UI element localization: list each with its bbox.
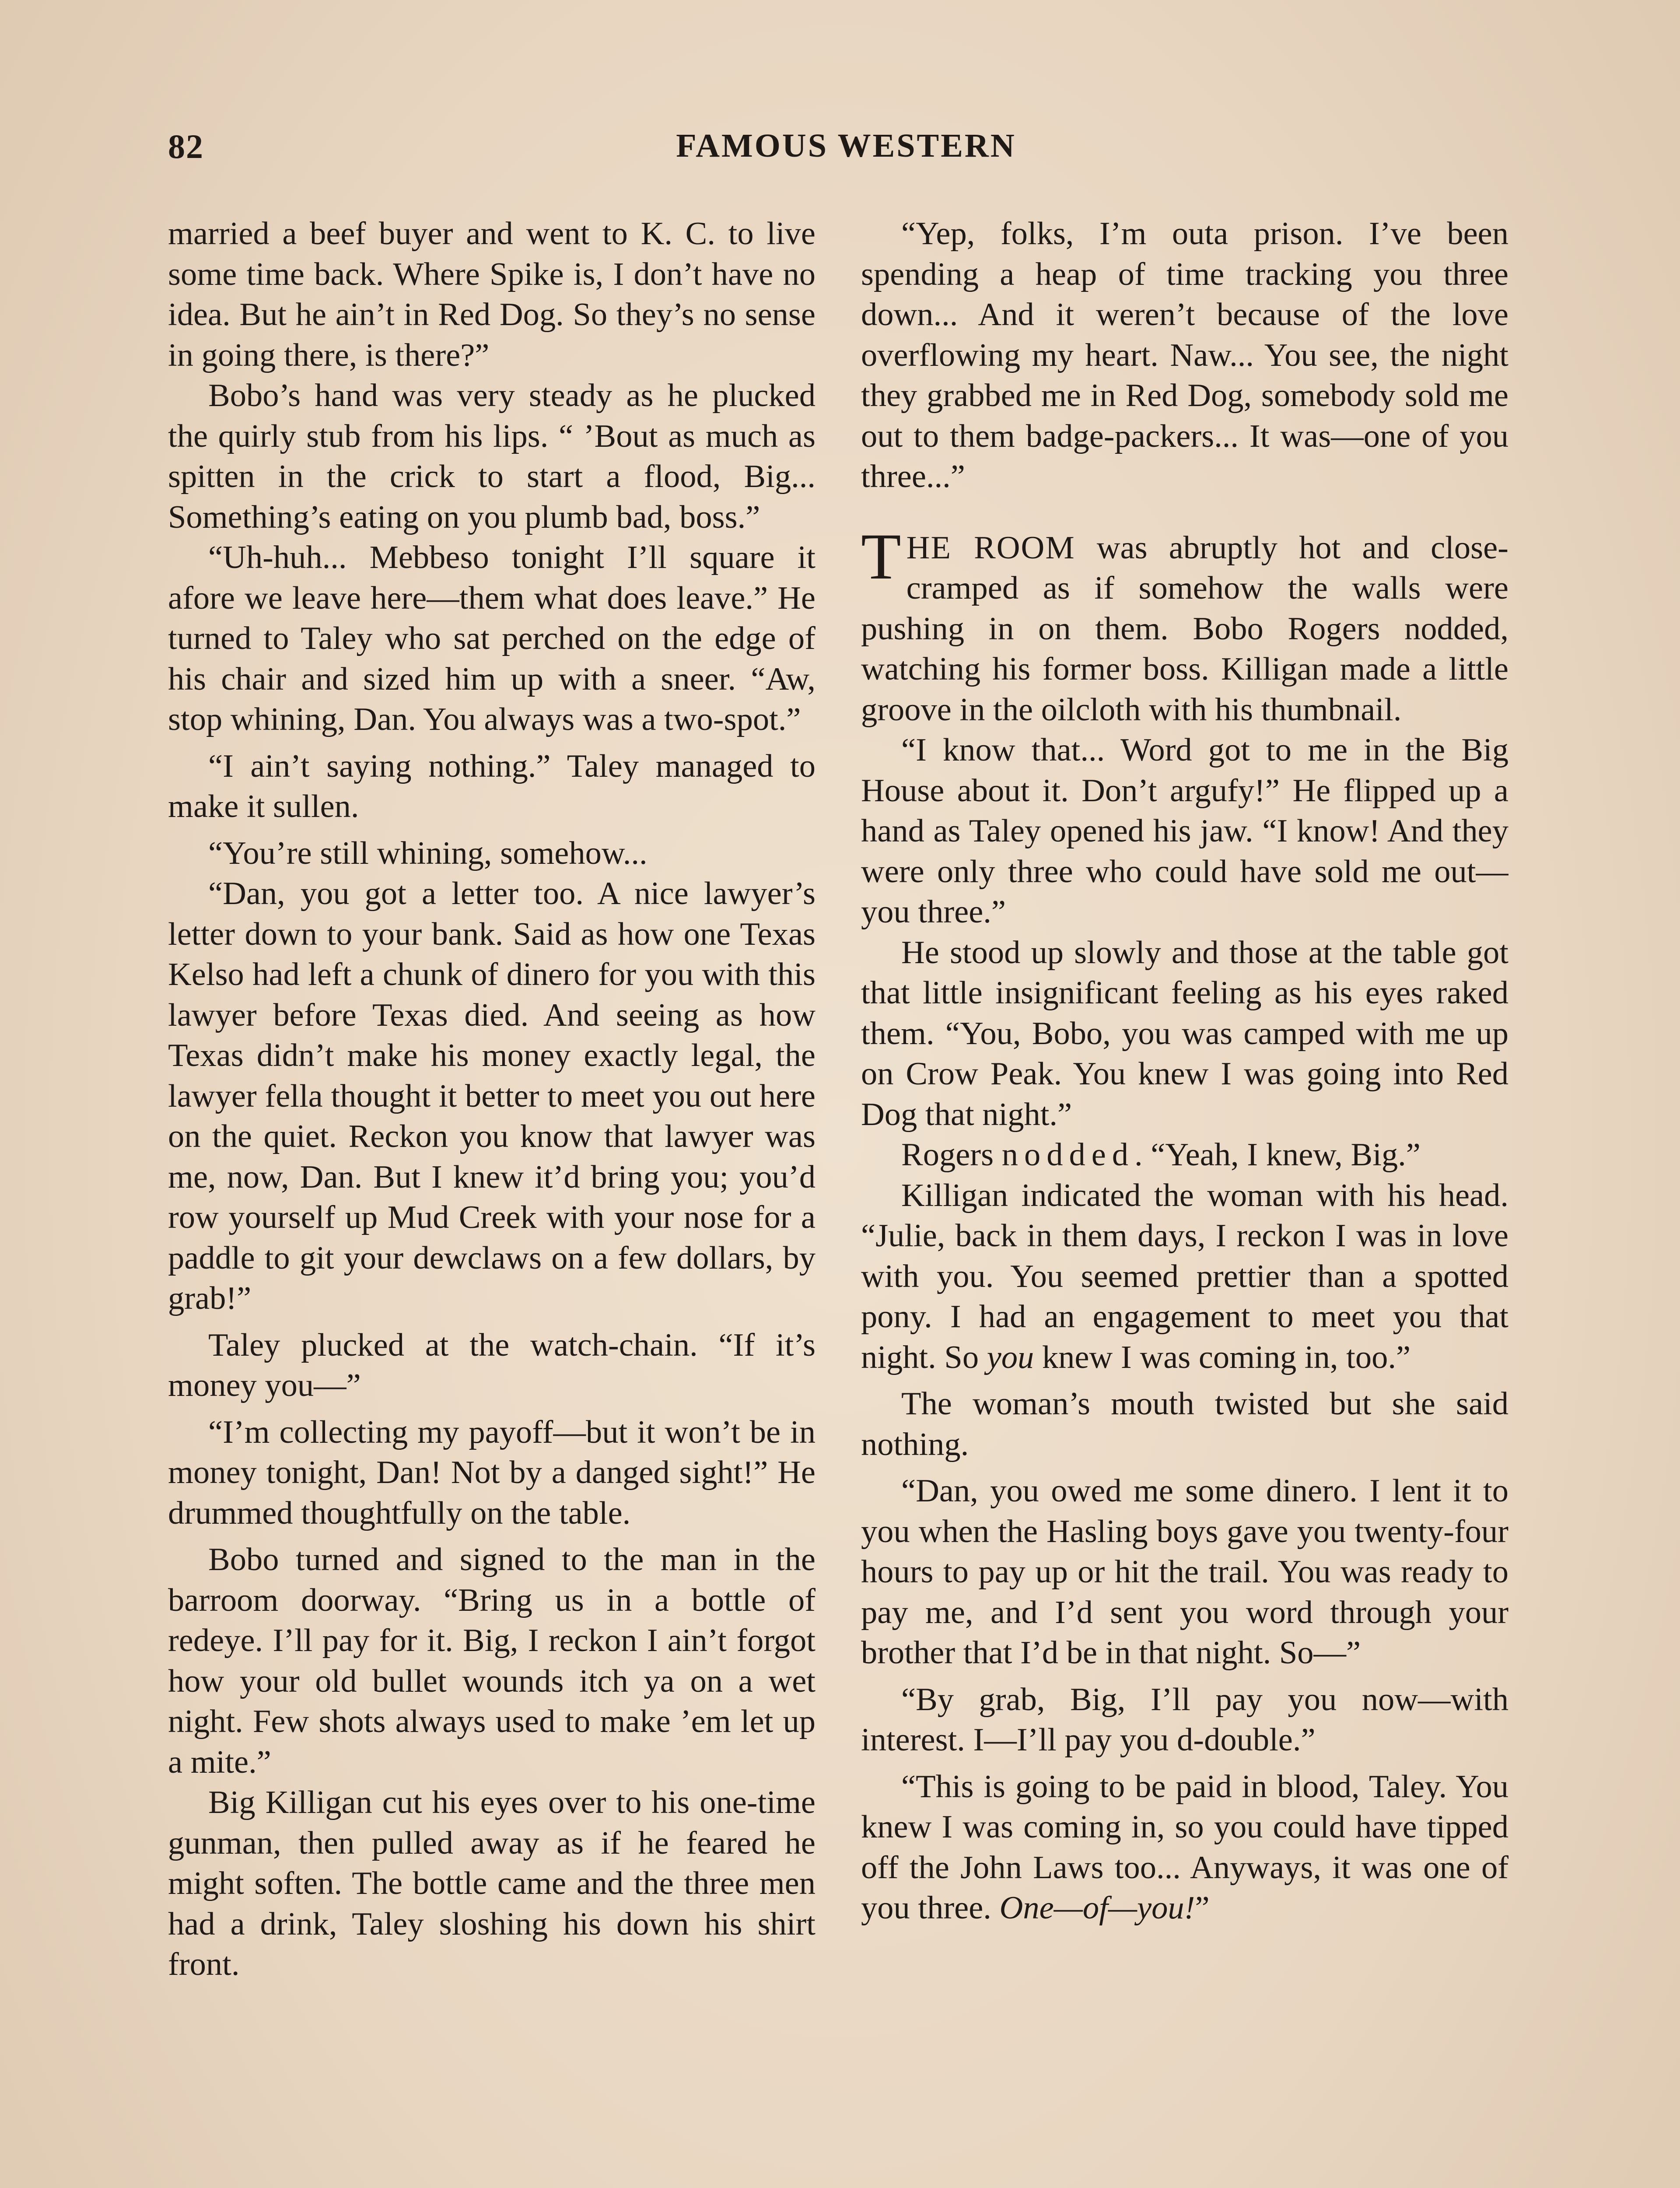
emphasis: One—of—you!: [999, 1890, 1195, 1926]
paragraph: Bobo turned and signed to the man in the barroom doorway. “Bring us in a bottle of redeye. I’ll pay for it. Big, I reckon I ain’t forgot how your old bullet wounds itch ya on a wet night. Few shots always used to make ’em let up a mite.”: [168, 1542, 816, 1780]
paragraph: “I ain’t saying nothing.” Taley managed to make it sullen.: [168, 748, 816, 824]
spaced-word: nodded: [1001, 1137, 1135, 1173]
paragraph-text: knew I was coming in, too.”: [1034, 1339, 1411, 1375]
running-title: FAMOUS WESTERN: [676, 127, 1016, 164]
paragraph-text: was abruptly hot and close-cramped as if somehow the walls were pushing in on them. Bobo Rogers nodded, watching his former boss. Killigan made a little groove in the oilcloth with his thumbnail.: [861, 529, 1508, 728]
paragraph-text: Rogers: [901, 1137, 1002, 1173]
paragraph: The woman’s mouth twisted but she said nothing.: [861, 1386, 1508, 1462]
paragraph: “By grab, Big, I’ll pay you now—with interest. I—I’ll pay you d-double.”: [861, 1681, 1508, 1758]
paragraph-text: “This is going to be paid in blood, Taley. You knew I was coming in, so you could have tipped off the John Laws too... Anyways, it was one of you three.: [861, 1768, 1508, 1926]
left-column: [168, 214, 816, 2188]
paragraph: Taley plucked at the watch-chain. “If it’s money you—”: [168, 1327, 816, 1403]
paragraph: “You’re still whining, somehow...: [208, 835, 648, 871]
paragraph: “I’m collecting my payoff—but it won’t be in money tonight, Dan! Not by a danged sight!” He drummed thoughtfully on the table.: [168, 1414, 816, 1531]
paragraph: He stood up slowly and those at the table got that little insignificant feeling as his eyes raked them. “You, Bobo, you was camped with me up on Crow Peak. You knew I was going into Red Dog that night.”: [861, 934, 1508, 1133]
paragraph: “Yep, folks, I’m outa prison. I’ve been spending a heap of time tracking you three down... And it weren’t because of the love overflowing my heart. Naw... You see, the night they grabbed me in Red Dog, somebody sold me out to them badge-packers... It was—one of you three...”: [861, 216, 1508, 494]
paragraph: Big Killigan cut his eyes over to his one-time gunman, then pulled away as if he feared he might soften. The bottle came and the three men had a drink, Taley sloshing his down his shirt front.: [168, 1785, 816, 1982]
paragraph-text: . “Yeah, I knew, Big.”: [1134, 1137, 1421, 1173]
paragraph-text: ”: [1195, 1890, 1210, 1926]
paragraph: Bobo’s hand was very steady as he plucked the quirly stub from his lips. “ ’Bout as much as spitten in the crick to start a flood, Big... Something’s eating on you plumb bad, boss.”: [168, 378, 816, 535]
paragraph: “Dan, you owed me some dinero. I lent it to you when the Hasling boys gave you twenty-four hours to pay up or hit the trail. You was ready to pay me, and I’d sent you word through your brother that I’d be in that night. So—”: [861, 1473, 1508, 1671]
opening-words: HE ROOM: [906, 529, 1075, 566]
section-opening-paragraph: [861, 520, 1508, 730]
emphasis: you: [987, 1339, 1034, 1375]
paragraph: [861, 1175, 1508, 1378]
page-number: 82: [168, 127, 204, 165]
paragraph: “Dan, you got a letter too. A nice lawyer’s letter down to your bank. Said as how one Texas Kelso had left a chunk of dinero for you with this lawyer before Texas died. And seeing as how Texas didn’t make his money exactly legal, the lawyer fella thought it better to meet you out here on the quiet. Reckon you know that lawyer was me, now, Dan. But I knew it’d bring you; you’d row yourself up Mud Creek with your nose for a paddle to git your dewclaws on a few dollars, by grab!”: [168, 876, 816, 1316]
page-header: [168, 127, 1524, 175]
paragraph: “I know that... Word got to me in the Big House about it. Don’t argufy!” He flipped up a hand as Taley opened his jaw. “I know! And they were only three who could have sold me out—you three.”: [861, 732, 1508, 930]
drop-cap: T: [861, 520, 901, 593]
right-column: [861, 214, 1508, 2188]
paragraph: “Uh-huh... Mebbeso tonight I’ll square it afore we leave here—them what does leave.” He turned to Taley who sat perched on the edge of his chair and sized him up with a sneer. “Aw, stop whining, Dan. You always was a two-spot.”: [168, 540, 816, 737]
paragraph-text: Killigan indicated the woman with his head. “Julie, back in them days, I reckon I was in love with you. You seemed prettier than a spotted pony. I had an engagement to meet you that night. So: [861, 1177, 1508, 1375]
paragraph: [861, 1767, 1508, 1929]
paragraph: married a beef buyer and went to K. C. to live some time back. Where Spike is, I don’t have no idea. But he ain’t in Red Dog. So they’s no sense in going there, is there?”: [168, 216, 816, 373]
paragraph: [861, 1135, 1508, 1175]
